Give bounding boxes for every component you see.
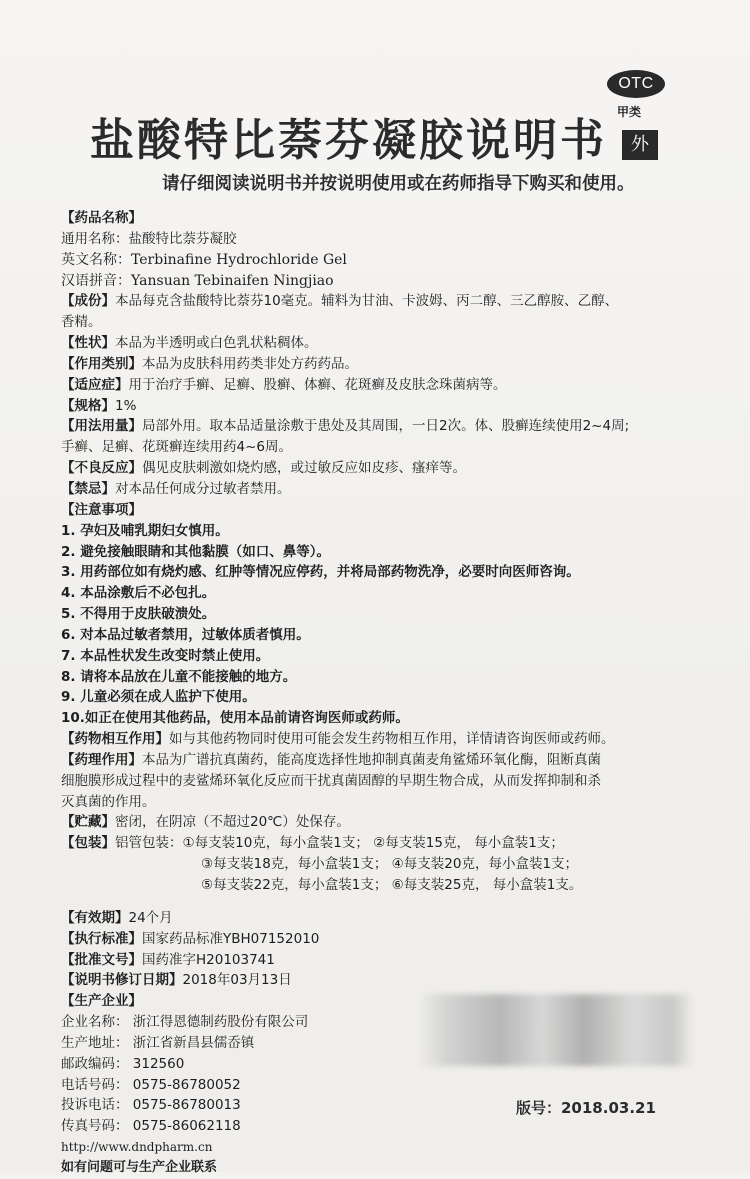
standard-text: 国家药品标准YBH07152010 xyxy=(142,930,320,947)
adverse-label: 【不良反应】 xyxy=(61,460,142,477)
company-name: 企业名称： 浙江得恩德制药股份有限公司 xyxy=(61,1014,309,1031)
interactions-label: 【药物相互作用】 xyxy=(61,731,169,748)
contraindications-label: 【禁忌】 xyxy=(61,480,115,497)
pharmacology-text-cont: 灭真菌的作用。 xyxy=(61,793,156,810)
revision-text: 2018年03月13日 xyxy=(182,972,292,989)
page-title: 盐酸特比萘芬凝胶说明书 xyxy=(90,115,607,166)
indications-label: 【适应症】 xyxy=(61,376,129,393)
precaution-item: 7. 本品性状发生改变时禁止使用。 xyxy=(61,647,270,664)
pharmacology-text: 本品为广谱抗真菌药，能高度选择性地抑制真菌麦角鲨烯环氧化酶，阻断真菌 xyxy=(142,751,601,768)
company-complaint-phone: 投诉电话： 0575-86780013 xyxy=(61,1097,241,1114)
indications-text: 用于治疗手癣、足癣、股癣、体癣、花斑癣及皮肤念珠菌病等。 xyxy=(128,376,507,393)
revision-row xyxy=(61,970,721,991)
approval-row xyxy=(61,950,721,971)
category-text: 本品为皮肤科用药类非处方药药品。 xyxy=(142,355,358,372)
approval-text: 国药准字H20103741 xyxy=(142,951,275,968)
page-subtitle: 请仔细阅读说明书并按说明使用或在药师指导下购买和使用。 xyxy=(162,174,635,194)
contact-note: 如有问题可与生产企业联系 xyxy=(61,1159,218,1175)
ingredients-text: 本品每克含盐酸特比萘芬10毫克。辅料为甘油、卡波姆、丙二醇、三乙醇胺、乙醇、 xyxy=(115,293,619,310)
company-phone: 电话号码： 0575-86780052 xyxy=(61,1076,241,1093)
storage-text: 密闭，在阴凉（不超过20℃）处保存。 xyxy=(115,814,350,831)
packaging-text-cont: ⑤每支装22克，每小盒装1支； ⑥每支装25克， 每小盒装1支。 xyxy=(201,877,583,893)
appearance-text: 本品为半透明或白色乳状粘稠体。 xyxy=(115,335,318,352)
precaution-item: 1. 孕妇及哺乳期妇女慎用。 xyxy=(61,522,229,539)
english-name: 英文名称：Terbinafine Hydrochloride Gel xyxy=(61,251,347,268)
adverse-text: 偶见皮肤刺激如烧灼感，或过敏反应如皮疹、瘙痒等。 xyxy=(142,460,466,477)
ingredients-label: 【成份】 xyxy=(61,293,115,310)
precaution-item: 4. 本品涂敷后不必包扎。 xyxy=(61,585,216,602)
blurred-region xyxy=(418,994,694,1066)
precaution-item: 5. 不得用于皮肤破溃处。 xyxy=(61,606,216,623)
otc-badge: OTC xyxy=(607,70,665,98)
usage-row xyxy=(61,416,721,437)
pharmacology-text-cont: 细胞膜形成过程中的麦鲨烯环氧化反应而干扰真菌固醇的早期生物合成，从而发挥抑制和杀 xyxy=(61,772,601,789)
precautions-label: 【注意事项】 xyxy=(61,501,142,518)
ingredients-text-cont: 香精。 xyxy=(61,314,102,331)
usage-label: 【用法用量】 xyxy=(61,418,142,435)
approval-label: 【批准文号】 xyxy=(61,951,142,968)
spec-label: 【规格】 xyxy=(61,397,115,414)
company-address: 生产地址： 浙江省新昌县儒岙镇 xyxy=(61,1034,255,1051)
manufacturer-label: 【生产企业】 xyxy=(61,993,142,1010)
packaging-text: 铝管包装：①每支装10克，每小盒装1支； ②每支装15克， 每小盒装1支； xyxy=(115,835,564,852)
revision-label: 【说明书修订日期】 xyxy=(61,972,183,989)
packaging-label: 【包装】 xyxy=(61,835,115,852)
packaging-row xyxy=(61,833,721,854)
section-gap xyxy=(61,896,721,908)
indications-row xyxy=(61,375,721,396)
appearance-row xyxy=(61,333,721,354)
validity-text: 24个月 xyxy=(128,909,173,926)
standard-label: 【执行标准】 xyxy=(61,930,142,947)
generic-name: 通用名称：盐酸特比萘芬凝胶 xyxy=(61,230,237,247)
company-fax: 传真号码： 0575-86062118 xyxy=(61,1118,241,1135)
version-number: 版号：2018.03.21 xyxy=(516,1099,656,1117)
precaution-item: 8. 请将本品放在儿童不能接触的地方。 xyxy=(61,668,297,685)
contraindications-text: 对本品任何成分过敏者禁用。 xyxy=(115,480,291,497)
usage-text-cont: 手癣、足癣、花斑癣连续用药4~6周。 xyxy=(61,439,292,456)
pharmacology-row xyxy=(61,750,721,771)
validity-row xyxy=(61,908,721,929)
interactions-text: 如与其他药物同时使用可能会发生药物相互作用，详情请咨询医师或药师。 xyxy=(169,731,615,748)
pinyin-name: 汉语拼音：Yansuan Tebinaifen Ningjiao xyxy=(61,272,334,289)
storage-row xyxy=(61,812,721,833)
otc-class-label: 甲类 xyxy=(617,105,642,119)
usage-text: 局部外用。取本品适量涂敷于患处及其周围，一日2次。体、股癣连续使用2~4周; xyxy=(142,418,630,435)
standard-row xyxy=(61,929,721,950)
precaution-item: 10.如正在使用其他药品，使用本品前请咨询医师或药师。 xyxy=(61,710,409,727)
company-postcode: 邮政编码： 312560 xyxy=(61,1055,185,1072)
packaging-text-cont: ③每支装18克，每小盒装1支； ④每支装20克，每小盒装1支； xyxy=(201,856,579,873)
external-use-mark: 外 xyxy=(622,130,658,160)
storage-label: 【贮藏】 xyxy=(61,814,115,831)
precaution-item: 2. 避免接触眼睛和其他黏膜（如口、鼻等）。 xyxy=(61,543,330,560)
ingredients-row xyxy=(61,291,721,312)
drug-name-label: 【药品名称】 xyxy=(61,210,142,226)
precaution-item: 6. 对本品过敏者禁用，过敏体质者慎用。 xyxy=(61,626,310,643)
spec-row xyxy=(61,396,721,417)
adverse-row xyxy=(61,458,721,479)
validity-label: 【有效期】 xyxy=(61,909,129,926)
precaution-item: 9. 儿童必须在成人监护下使用。 xyxy=(61,689,256,706)
interactions-row xyxy=(61,729,721,750)
precaution-item: 3. 用药部位如有烧灼感、红肿等情况应停药，并将局部药物洗净，必要时向医师咨询。 xyxy=(61,564,580,581)
spec-text: 1% xyxy=(115,397,137,414)
category-row xyxy=(61,354,721,375)
pharmacology-label: 【药理作用】 xyxy=(61,751,142,768)
category-label: 【作用类别】 xyxy=(61,355,142,372)
contraindications-row xyxy=(61,479,721,500)
company-website-link: http://www.dndpharm.cn xyxy=(61,1140,213,1155)
appearance-label: 【性状】 xyxy=(61,335,115,352)
